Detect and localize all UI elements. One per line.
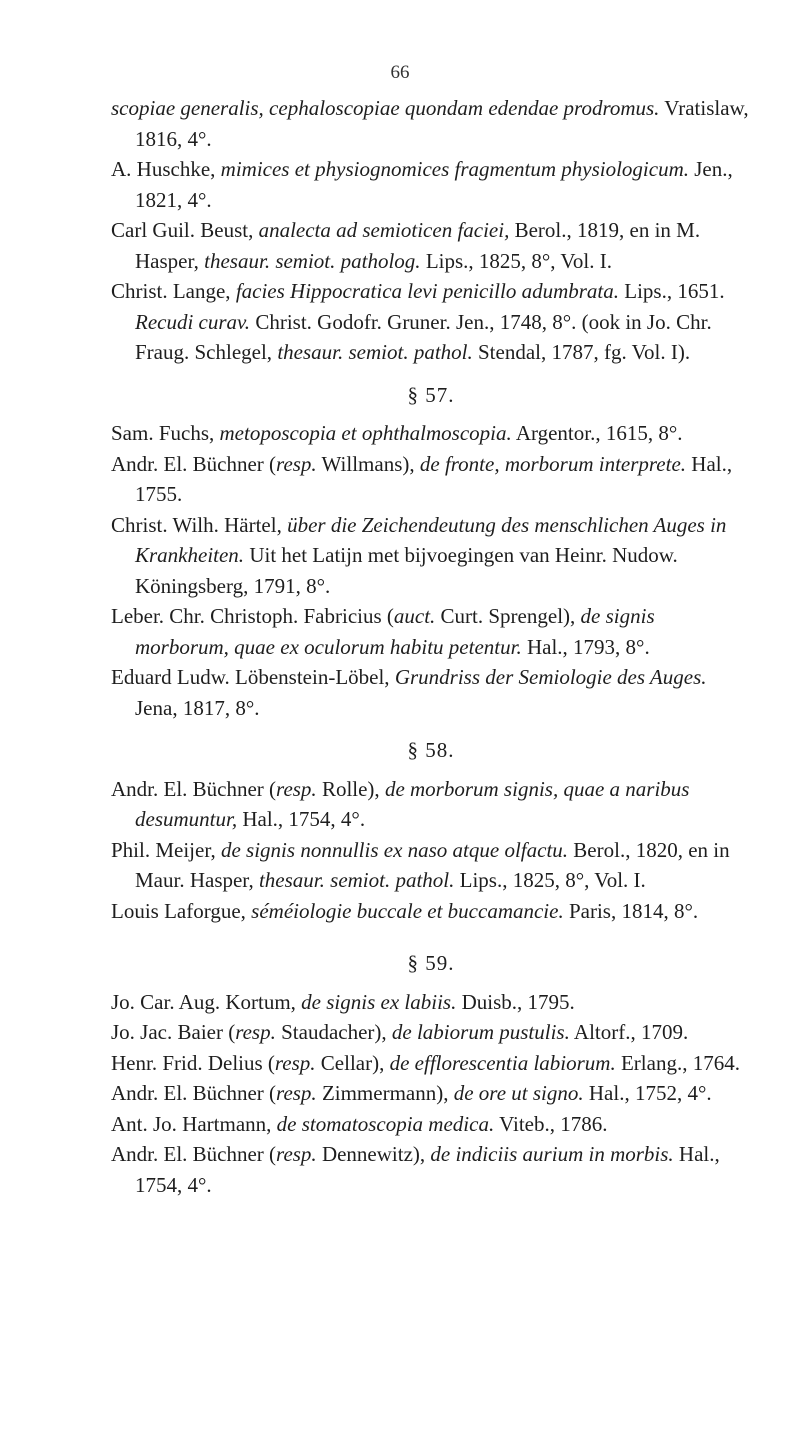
entries-section-58 [111,774,751,927]
entries-section-57 [111,418,751,723]
bibliography-entry: Andr. El. Büchner (resp. Willmans), de fronte, morborum interprete. Hal., 1755. [111,451,733,506]
bibliography-entry: Louis Laforgue, séméiologie buccale et buccamancie. Paris, 1814, 8°. [111,898,699,923]
section-heading-59: § 59. [407,951,455,975]
bibliography-entry: Phil. Meijer, de signis nonnullis ex naso atque olfactu. Berol., 1820, en in Maur. Hasper, thesaur. semiot. pathol. Lips., 1825, 8°, Vol. I. [111,837,730,892]
bibliography-entry: Ant. Jo. Hartmann, de stomatoscopia medica. Viteb., 1786. [111,1111,608,1136]
page-number: 66 [390,62,410,83]
section-heading-57: § 57. [407,382,455,407]
entries-section-56 [111,93,751,368]
bibliography-entry: scopiae generalis, cephaloscopiae quondam edendae prodromus. Vratislaw, 1816, 4°. [111,96,749,151]
bibliography-entry: Andr. El. Büchner (resp. Dennewitz), de indiciis aurium in morbis. Hal., 1754, 4°. [111,1142,720,1197]
bibliography-entry: Christ. Wilh. Härtel, über die Zeichendeutung des menschlichen Auges in Krankheiten. Uit het Latijn met bijvoegingen van Heinr. Nudow. Köningsberg, 1791, 8°. [111,512,727,598]
bibliography-entry: Andr. El. Büchner (resp. Zimmermann), de ore ut signo. Hal., 1752, 4°. [111,1081,712,1105]
entries-section-59 [111,987,751,1201]
bibliography-entry: Christ. Lange, facies Hippocratica levi penicillo adumbrata. Lips., 1651. Recudi curav. Christ. Godofr. Gruner. Jen., 1748, 8°. (ook in Jo. Chr. Fraug. Schlegel, thesaur. semiot. pathol. Stendal, 1787, fg. Vol. I). [111,279,725,364]
bibliography-entry: Eduard Ludw. Löbenstein-Löbel, Grundriss der Semiologie des Auges. Jena, 1817, 8°. [111,665,707,720]
bibliography-entry: Henr. Frid. Delius (resp. Cellar), de efflorescentia labiorum. Erlang., 1764. [111,1050,740,1075]
bibliography-entry: Andr. El. Büchner (resp. Rolle), de morborum signis, quae a naribus desumuntur, Hal., 1754, 4°. [111,776,690,831]
section-heading-58: § 58. [407,738,455,762]
bibliography-entry: Sam. Fuchs, metoposcopia et ophthalmoscopia. Argentor., 1615, 8°. [111,421,683,445]
bibliography-entry: A. Huschke, mimices et physiognomices fragmentum physiologicum. Jen., 1821, 4°. [111,157,733,212]
bibliography-entry: Leber. Chr. Christoph. Fabricius (auct. Curt. Sprengel), de signis morborum, quae ex oculorum habitu petentur. Hal., 1793, 8°. [111,604,655,659]
bibliography-entry: Jo. Car. Aug. Kortum, de signis ex labiis. Duisb., 1795. [111,989,575,1014]
bibliography-text [111,93,751,1200]
bibliography-entry: Jo. Jac. Baier (resp. Staudacher), de labiorum pustulis. Altorf., 1709. [111,1020,689,1044]
bibliography-entry: Carl Guil. Beust, analecta ad semioticen faciei, Berol., 1819, en in M. Hasper, thesaur. semiot. patholog. Lips., 1825, 8°, Vol. I. [111,218,701,273]
